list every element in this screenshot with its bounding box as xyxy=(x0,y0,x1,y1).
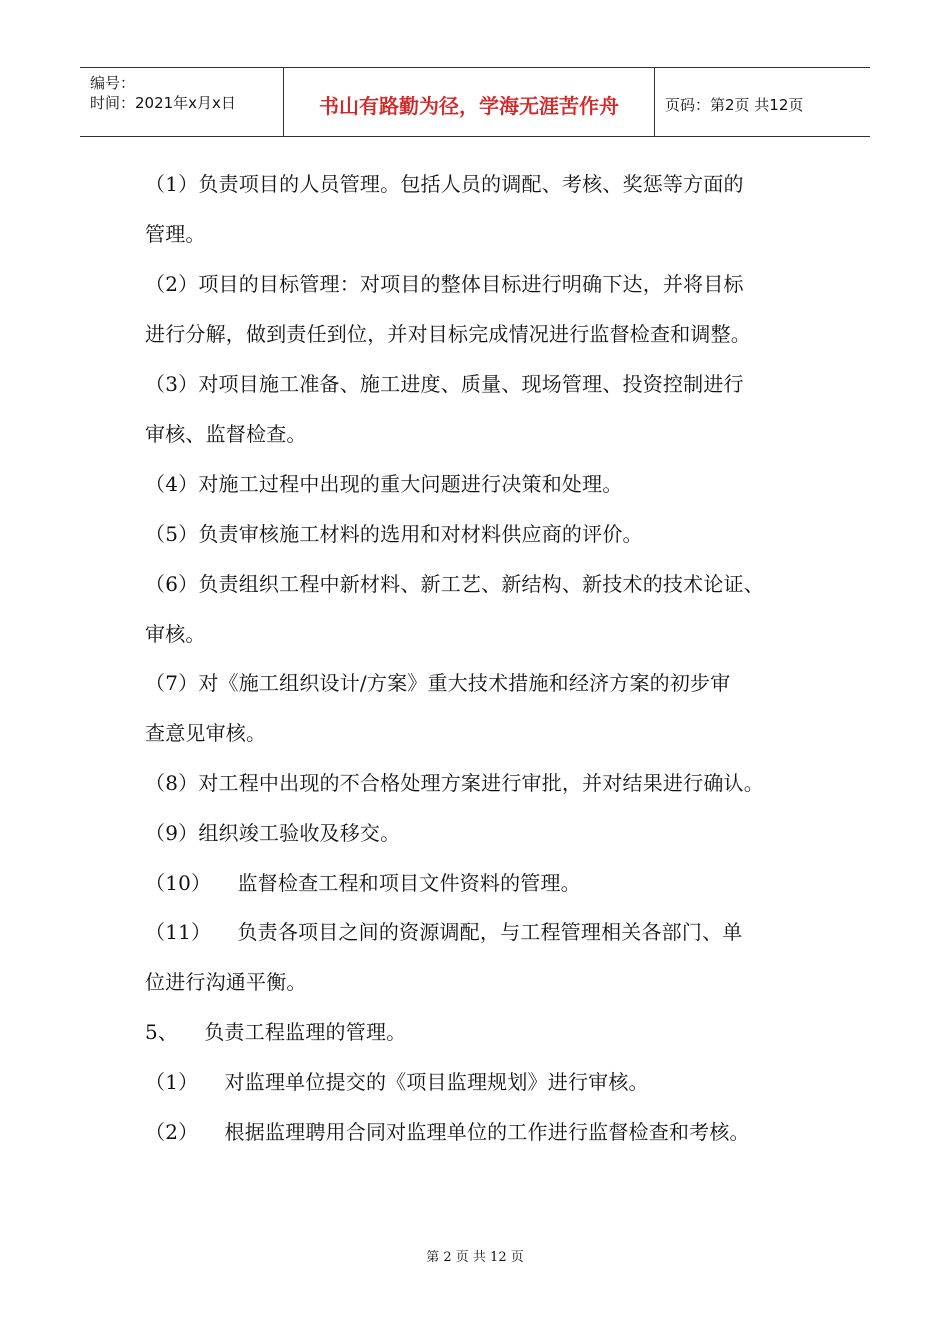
page-header xyxy=(80,67,870,137)
body-line: （5）负责审核施工材料的选用和对材料供应商的评价。 xyxy=(145,522,643,546)
body-line: 进行分解，做到责任到位，并对目标完成情况进行监督检查和调整。 xyxy=(145,322,751,346)
body-line: 查意见审核。 xyxy=(145,721,267,745)
body-line: 审核。 xyxy=(145,622,206,646)
header-motto: 书山有路勤为径，学海无涯苦作舟 xyxy=(319,94,619,118)
header-meta-cell xyxy=(80,68,284,136)
body-line: （9）组织竣工验收及移交。 xyxy=(145,821,401,845)
header-page-info: 页码：第2页 共12页 xyxy=(665,96,804,114)
body-line: （4）对施工过程中出现的重大问题进行决策和处理。 xyxy=(145,472,623,496)
document-number-label: 编号： xyxy=(90,74,136,92)
body-line: 5、 负责工程监理的管理。 xyxy=(145,1020,407,1044)
body-line: （10） 监督检查工程和项目文件资料的管理。 xyxy=(145,871,581,895)
body-line: （8）对工程中出现的不合格处理方案进行审批，并对结果进行确认。 xyxy=(145,771,764,795)
body-line: （2） 根据监理聘用合同对监理单位的工作进行监督检查和考核。 xyxy=(145,1120,750,1144)
body-line: （1）负责项目的人员管理。包括人员的调配、考核、奖惩等方面的 xyxy=(145,172,744,196)
header-motto-cell xyxy=(284,68,655,136)
body-line: （1） 对监理单位提交的《项目监理规划》进行审核。 xyxy=(145,1070,649,1094)
body-line: 管理。 xyxy=(145,222,206,246)
body-line: （7）对《施工组织设计/方案》重大技术措施和经济方案的初步审 xyxy=(145,671,731,695)
body-line: （6）负责组织工程中新材料、新工艺、新结构、新技术的技术论证、 xyxy=(145,572,764,596)
page-footer: 第 2 页 共 12 页 xyxy=(426,1250,524,1265)
document-time-label: 时间：2021年x月x日 xyxy=(90,94,236,112)
body-line: 位进行沟通平衡。 xyxy=(145,970,307,994)
header-page-cell xyxy=(655,68,870,136)
body-line: （11） 负责各项目之间的资源调配，与工程管理相关各部门、单 xyxy=(145,920,743,944)
body-line: （2）项目的目标管理：对项目的整体目标进行明确下达，并将目标 xyxy=(145,272,744,296)
body-line: 审核、监督检查。 xyxy=(145,422,307,446)
body-line: （3）对项目施工准备、施工进度、质量、现场管理、投资控制进行 xyxy=(145,372,744,396)
